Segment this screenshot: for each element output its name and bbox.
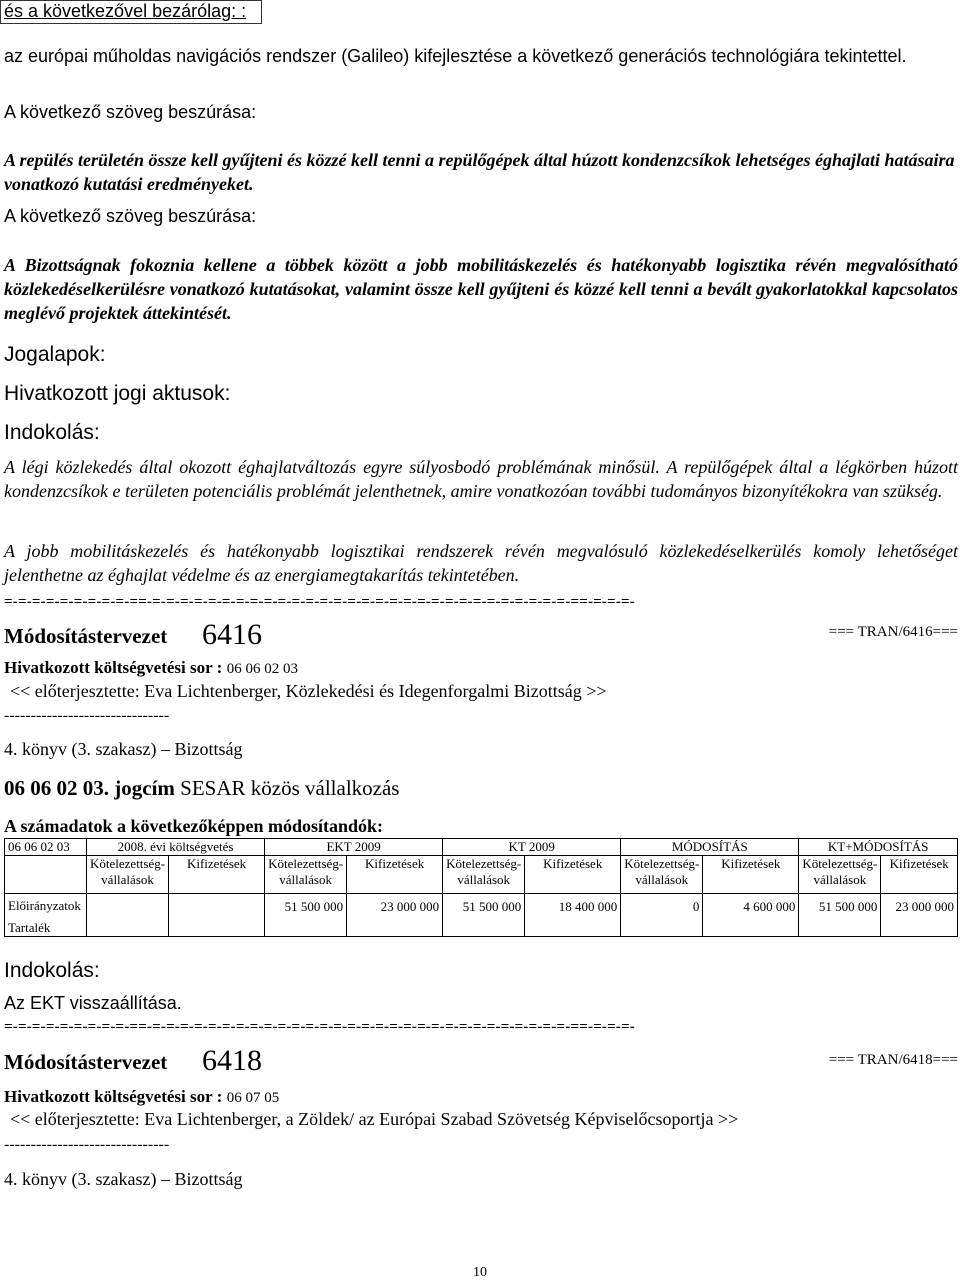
amendment-reference: === TRAN/6416=== — [828, 624, 958, 640]
table-cell: 23 000 000 — [881, 894, 958, 937]
amendment-title: Módosítástervezet — [4, 624, 168, 648]
heading-legal-basis: Jogalapok: — [4, 343, 106, 366]
intro-line: és a következővel bezárólag: : — [4, 1, 247, 21]
table-cell: 0 — [621, 894, 703, 937]
table-group-kt: KT 2009 — [443, 839, 621, 856]
table-code-cell: 06 06 02 03 — [5, 839, 87, 856]
table-header-empty — [5, 856, 87, 894]
budget-line-2 — [4, 1085, 279, 1110]
amendment-number: 6418 — [202, 1044, 262, 1077]
table-header-pay: Kifizetések — [881, 856, 958, 894]
dash-line: ------------------------------- — [4, 707, 170, 724]
row-label-reserve: Tartalék — [8, 920, 51, 935]
table-header-commit: Kötelezettség-vállalások — [621, 856, 703, 894]
paragraph-contrails: A repülés területén össze kell gyűjteni és közzé kell tenni a repülőgépek által húzott kondenzcsíkok lehetséges éghajlati hatásaira vonatkozó kutatási eredményeket. — [4, 150, 955, 194]
table-cell: 51 500 000 — [265, 894, 347, 937]
paragraph-commission: A Bizottságnak fokoznia kellene a többek között a jobb mobilitáskezelés és hatékonyabb logisztika révén megvalósítható közlekedéselkerülésre vonatkozó kutatásokat, valamint össze kell gyűjteni és közzé kell tenni a bevált gyakorlatokkal kapcsolatos meglévő projektek áttekintését. — [4, 255, 958, 323]
table-group-ktmod: KT+MÓDOSÍTÁS — [799, 839, 958, 856]
budget-heading — [4, 774, 399, 802]
table-group-ekt: EKT 2009 — [265, 839, 443, 856]
heading-justification-2: Indokolás: — [4, 959, 100, 982]
book-line: 4. könyv (3. szakasz) – Bizottság — [4, 739, 243, 759]
table-header-pay: Kifizetések — [169, 856, 265, 894]
table-cell: 51 500 000 — [799, 894, 881, 937]
table-group-row — [5, 839, 958, 856]
table-group-budget: 2008. évi költségvetés — [87, 839, 265, 856]
table-title: A számadatok a következőképpen módosítandók: — [4, 816, 384, 836]
book-line-2: 4. könyv (3. szakasz) – Bizottság — [4, 1169, 243, 1189]
justification-text: Az EKT visszaállítása. — [4, 993, 182, 1013]
table-header-commit: Kötelezettség-vállalások — [799, 856, 881, 894]
table-cell — [87, 894, 169, 937]
separator-line-2: =-=-=-=-=-=-=-=-=-==-=-=-=-=-=-=-=-=-=-=-=-=-=-=-=-=-=-=-=-=-=-=-=-=-=-=-=-=-=-=-==-=-=-=- — [4, 1019, 635, 1035]
table-header-commit: Kötelezettség-vállalások — [87, 856, 169, 894]
insert-label-2: A következő szöveg beszúrása: — [4, 206, 257, 226]
table-group-mod: MÓDOSÍTÁS — [621, 839, 799, 856]
submitter-line-2: << előterjesztette: Eva Lichtenberger, a Zöldek/ az Európai Szabad Szövetség Képviselőcsoportja >> — [10, 1109, 739, 1129]
budget-line-label: Hivatkozott költségvetési sor : — [4, 658, 223, 677]
budget-line-value: 06 06 02 03 — [226, 661, 299, 677]
paragraph-mobility: A jobb mobilitáskezelés és hatékonyabb logisztikai rendszerek révén megvalósuló közlekedéselkerülés komoly lehetőséget jelenthetne az éghajlat védelme és az energiamegtakarítás tekintetében. — [4, 541, 958, 585]
amendment-6416-header — [4, 618, 958, 654]
table-cell: 51 500 000 — [443, 894, 525, 937]
table-row-labels — [5, 894, 87, 937]
amendment-number: 6416 — [202, 618, 262, 651]
separator-line: =-=-=-=-=-=-=-=-=-==-=-=-=-=-=-=-=-=-=-=-=-=-=-=-=-=-=-=-=-=-=-=-=-=-=-=-=-=-=-=-==-=-=-=- — [4, 594, 635, 610]
insert-label-1: A következő szöveg beszúrása: — [4, 102, 257, 122]
budget-line-value: 06 07 05 — [226, 1090, 280, 1106]
amendment-title: Módosítástervezet — [4, 1050, 168, 1074]
budget-line — [4, 656, 298, 681]
amendment-reference: === TRAN/6418=== — [828, 1052, 958, 1068]
dash-line-2: ------------------------------- — [4, 1136, 170, 1153]
table-column-header-row — [5, 856, 958, 894]
table-cell: 23 000 000 — [347, 894, 443, 937]
paragraph-galileo: az európai műholdas navigációs rendszer (Galileo) kifejlesztése a következő generációs technológiára tekintettel. — [4, 46, 907, 66]
submitter-line: << előterjesztette: Eva Lichtenberger, Közlekedési és Idegenforgalmi Bizottság >> — [10, 681, 607, 701]
table-header-commit: Kötelezettség-vállalások — [265, 856, 347, 894]
table-header-pay: Kifizetések — [347, 856, 443, 894]
selection-box — [0, 0, 262, 24]
row-label-appropriations: Előirányzatok — [8, 898, 81, 913]
budget-heading-code: 06 06 02 03. — [4, 776, 109, 800]
table-header-pay: Kifizetések — [703, 856, 799, 894]
paragraph-climate: A légi közlekedés által okozott éghajlatváltozás egyre súlyosbodó problémának minősül. A repülőgépek által a légkörben húzott kondenzcsíkok e területen potenciális problémát jelenthetnek, amire vonatkozóan további tudományos bizonyítékokra van szükség. — [4, 457, 958, 501]
table-header-pay: Kifizetések — [525, 856, 621, 894]
budget-table — [4, 838, 958, 937]
table-row — [5, 894, 958, 937]
amendment-6418-header — [4, 1044, 958, 1080]
budget-line-label: Hivatkozott költségvetési sor : — [4, 1087, 223, 1106]
heading-legal-acts: Hivatkozott jogi aktusok: — [4, 382, 231, 405]
budget-heading-name: SESAR közös vállalkozás — [180, 776, 400, 800]
budget-heading-jogcim: jogcím — [114, 776, 175, 800]
page-number: 10 — [473, 1265, 487, 1280]
table-cell: 4 600 000 — [703, 894, 799, 937]
table-cell: 18 400 000 — [525, 894, 621, 937]
table-header-commit: Kötelezettség-vállalások — [443, 856, 525, 894]
table-cell — [169, 894, 265, 937]
heading-justification: Indokolás: — [4, 421, 100, 444]
